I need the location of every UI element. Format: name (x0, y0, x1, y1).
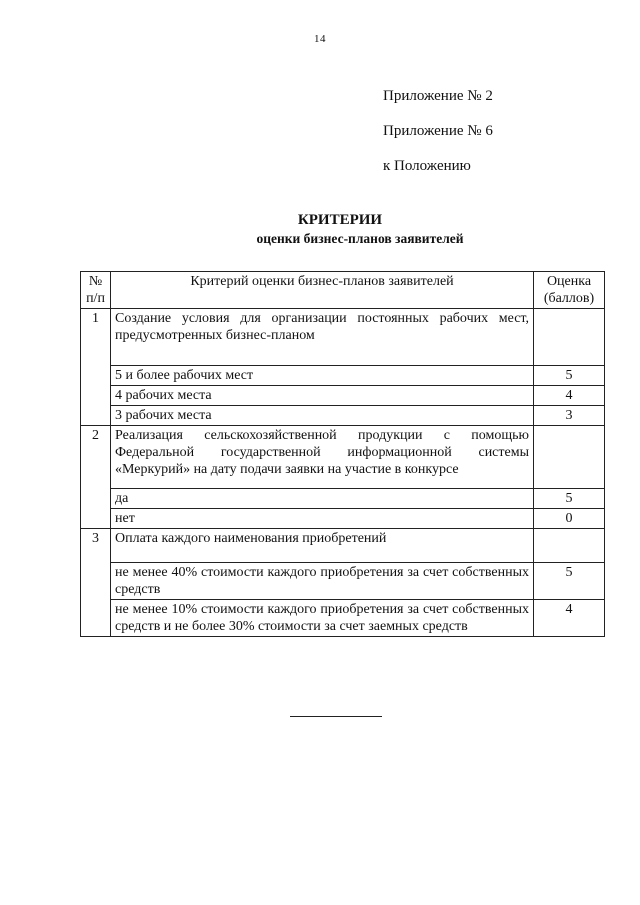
section-number: 3 (81, 529, 111, 637)
option-label: да (111, 489, 534, 509)
option-label: 4 рабочих места (111, 386, 534, 406)
option-score: 4 (534, 386, 605, 406)
appendix-line-2: Приложение № 6 (383, 123, 493, 139)
section-row (81, 426, 605, 489)
option-score: 5 (534, 489, 605, 509)
option-label: не менее 10% стоимости каждого приобретения за счет собственных средств и не более 30% стоимости за счет заемных средств (111, 600, 534, 637)
appendix-line-3: к Положению (383, 158, 471, 174)
option-score: 0 (534, 509, 605, 529)
closing-rule (290, 716, 382, 717)
document-subtitle: оценки бизнес-планов заявителей (256, 231, 464, 246)
option-label: 3 рабочих места (111, 406, 534, 426)
header-score: Оценка (баллов) (534, 272, 605, 309)
option-score: 4 (534, 600, 605, 637)
option-row (81, 489, 605, 509)
option-row (81, 600, 605, 637)
header-num: № п/п (81, 272, 111, 309)
option-score: 5 (534, 563, 605, 600)
criteria-table (80, 271, 605, 637)
section-score-empty (534, 426, 605, 489)
option-row (81, 386, 605, 406)
option-row (81, 509, 605, 529)
document-title: КРИТЕРИИ (297, 212, 383, 228)
appendix-line-1: Приложение № 2 (383, 88, 493, 104)
header-criterion: Критерий оценки бизнес-планов заявителей (111, 272, 534, 309)
section-row (81, 529, 605, 563)
option-label: не менее 40% стоимости каждого приобретения за счет собственных средств (111, 563, 534, 600)
section-score-empty (534, 309, 605, 366)
section-score-empty (534, 529, 605, 563)
page-number: 14 (314, 33, 326, 45)
option-row (81, 366, 605, 386)
option-score: 3 (534, 406, 605, 426)
section-number: 1 (81, 309, 111, 426)
option-score: 5 (534, 366, 605, 386)
table-header-row (81, 272, 605, 309)
section-title: Оплата каждого наименования приобретений (111, 529, 534, 563)
section-row (81, 309, 605, 366)
section-title: Реализация сельскохозяйственной продукции с помощью Федеральной государственной информационной системы «Меркурий» на дату подачи заявки на участие в конкурсе (111, 426, 534, 489)
option-row (81, 563, 605, 600)
section-number: 2 (81, 426, 111, 529)
option-label: нет (111, 509, 534, 529)
option-row (81, 406, 605, 426)
option-label: 5 и более рабочих мест (111, 366, 534, 386)
section-title: Создание условия для организации постоянных рабочих мест, предусмотренных бизнес-планом (111, 309, 534, 366)
